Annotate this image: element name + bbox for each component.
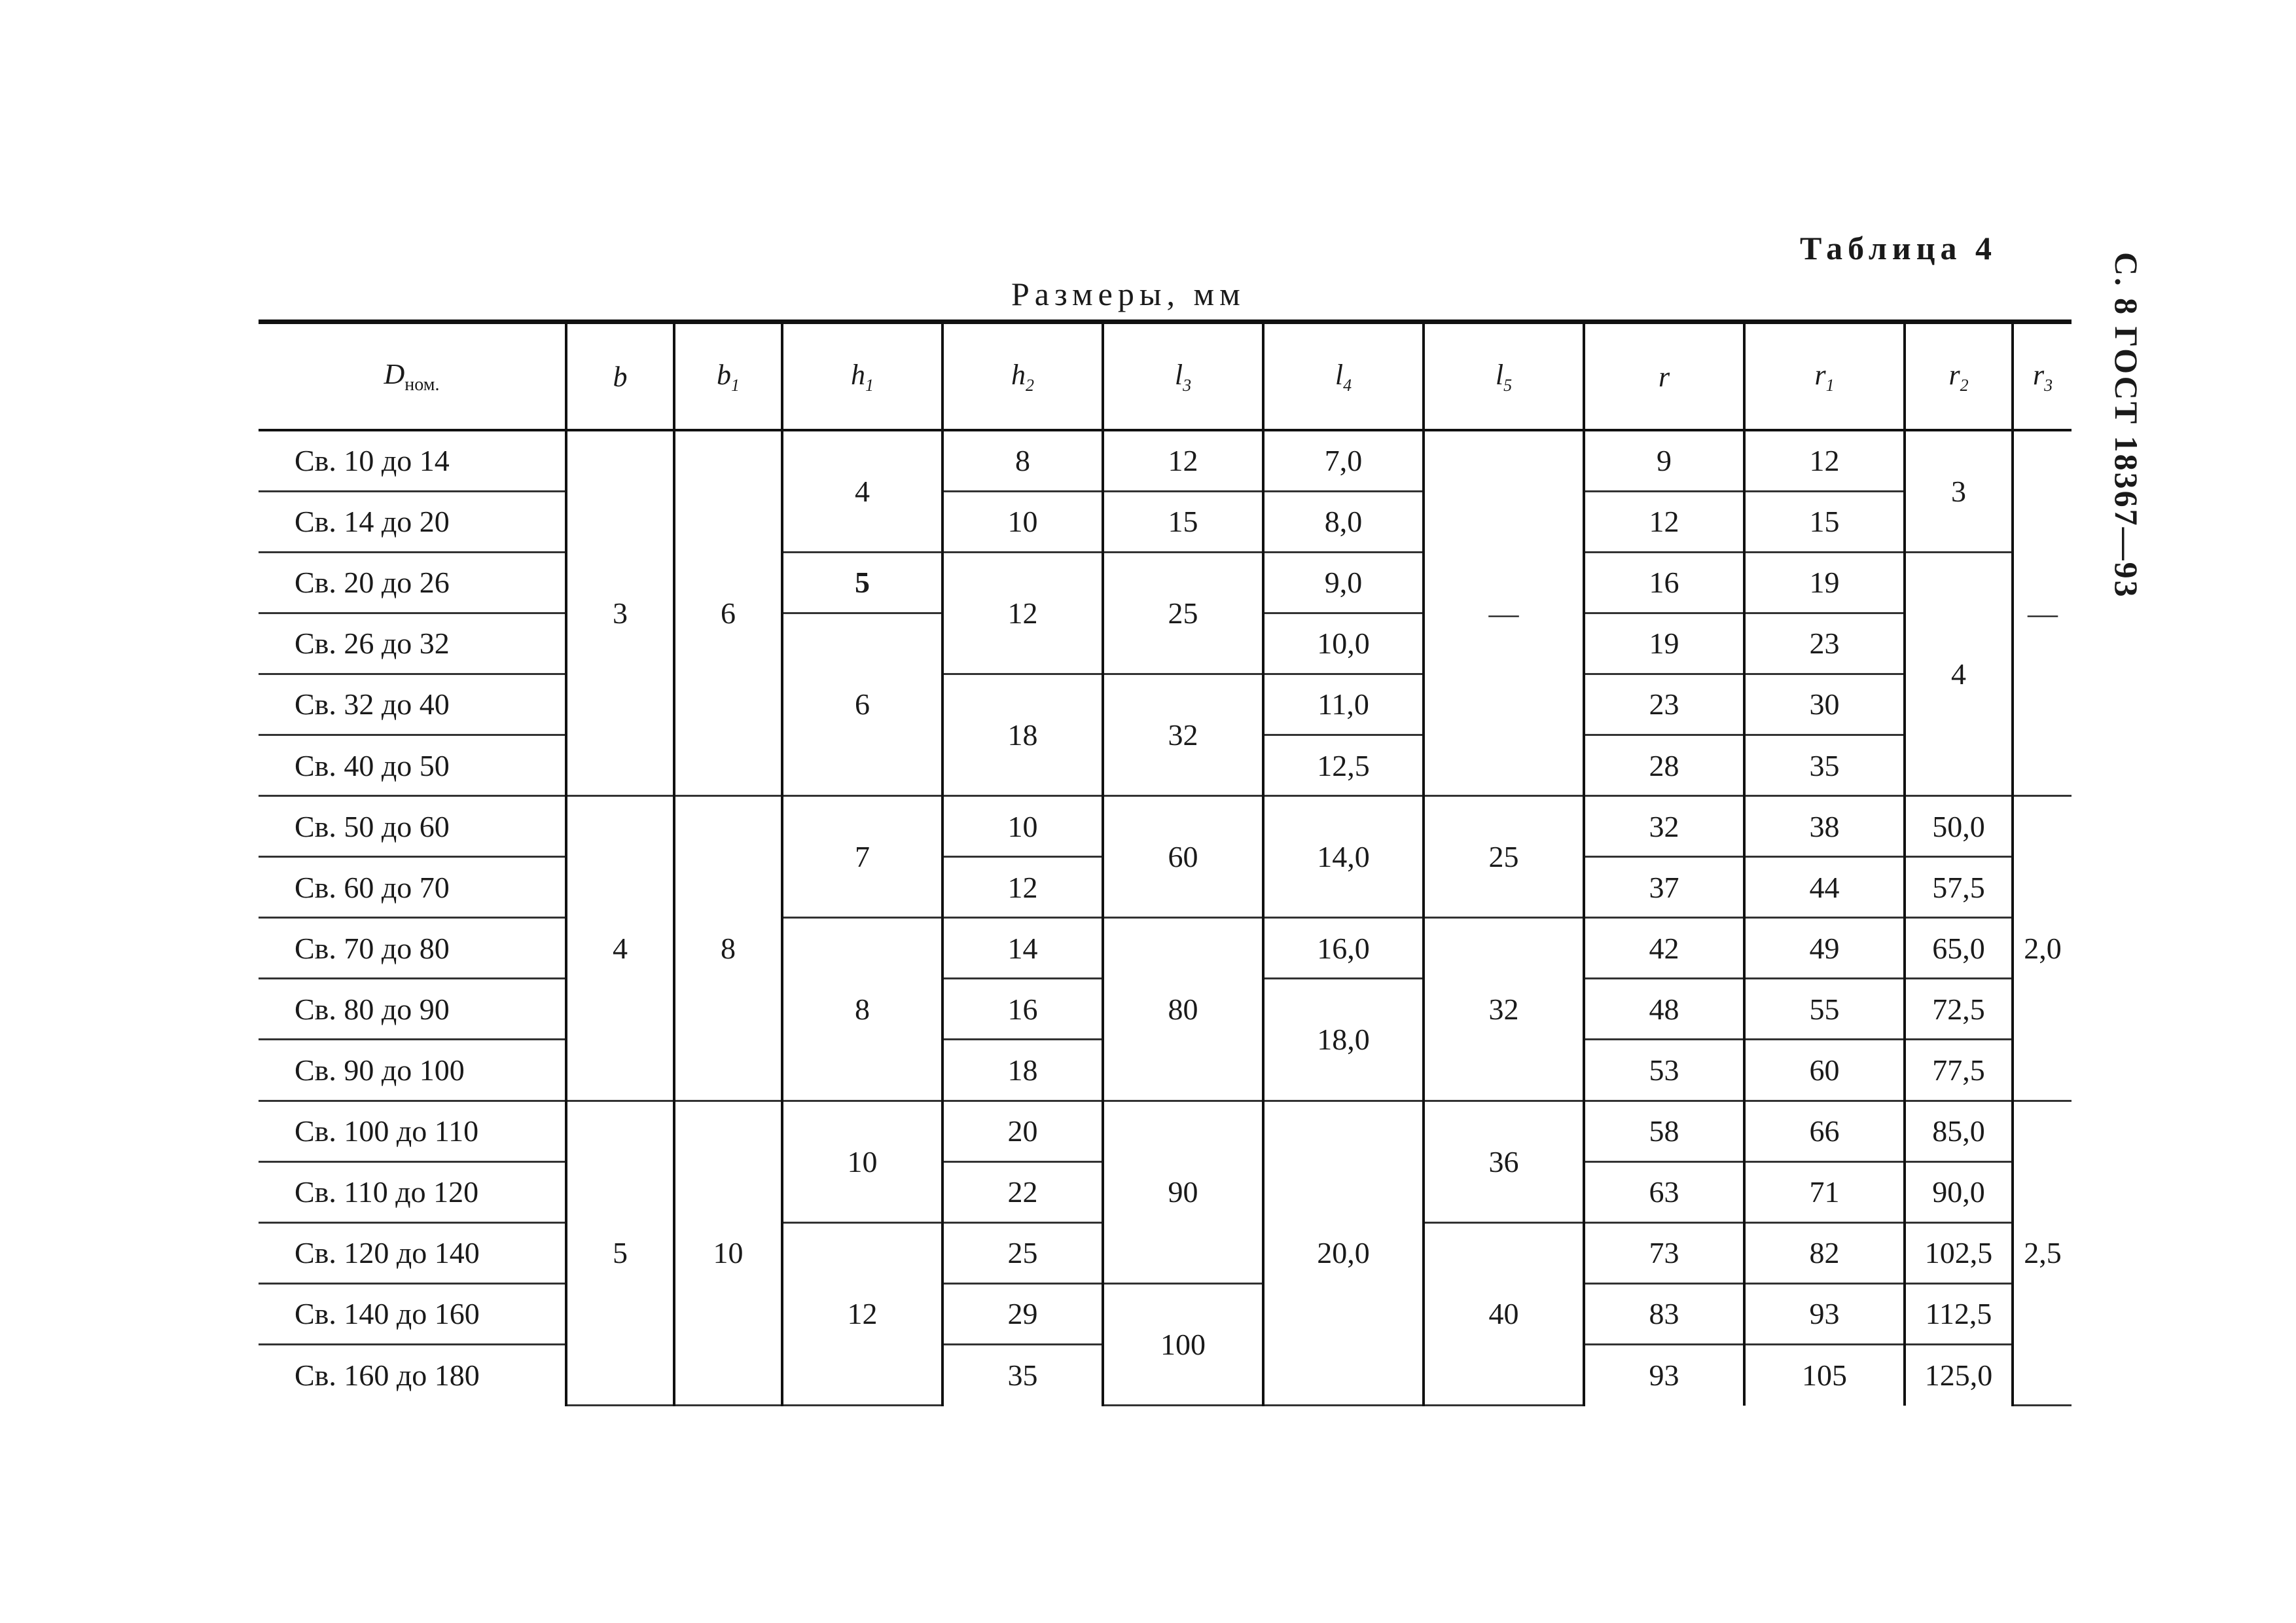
cell-h1: 6 [782,613,942,795]
cell-h2: 16 [942,979,1103,1040]
cell-l4: 12,5 [1263,735,1424,795]
cell-l3: 90 [1103,1101,1263,1283]
cell-dnom: Св. 80 до 90 [259,979,566,1040]
cell-h2: 35 [942,1344,1103,1405]
cell-h2: 12 [942,552,1103,674]
cell-l4: 10,0 [1263,613,1424,674]
cell-l3: 100 [1103,1283,1263,1405]
cell-h2: 18 [942,1040,1103,1101]
cell-r1: 19 [1744,552,1905,613]
cell-dnom: Св. 70 до 80 [259,918,566,979]
cell-r1: 105 [1744,1344,1905,1405]
col-header-r2: $r_2$ [1905,322,2013,431]
cell-r2: 4 [1905,552,2013,795]
cell-r: 58 [1584,1101,1744,1161]
cell-r2: 125,0 [1905,1344,2013,1405]
cell-r1: 82 [1744,1222,1905,1283]
cell-b: 3 [566,430,674,796]
cell-h1: 10 [782,1101,942,1222]
cell-l4: 14,0 [1263,796,1424,918]
cell-r1: 23 [1744,613,1905,674]
cell-dnom: Св. 110 до 120 [259,1161,566,1222]
dimensions-table [259,319,2072,1406]
cell-r1: 15 [1744,491,1905,552]
cell-l4: 18,0 [1263,979,1424,1101]
table-row [259,918,2072,979]
cell-dnom: Св. 120 до 140 [259,1222,566,1283]
cell-h2: 18 [942,674,1103,795]
cell-l4: 7,0 [1263,430,1424,491]
cell-l3: 60 [1103,796,1263,918]
cell-r: 23 [1584,674,1744,735]
col-header-r3: $r_3$ [2013,322,2072,431]
cell-r: 48 [1584,979,1744,1040]
cell-r1: 12 [1744,430,1905,491]
cell-h2: 22 [942,1161,1103,1222]
cell-r2: 65,0 [1905,918,2013,979]
cell-dnom: Св. 90 до 100 [259,1040,566,1101]
cell-h2: 10 [942,796,1103,857]
cell-r2: 85,0 [1905,1101,2013,1161]
cell-r: 83 [1584,1283,1744,1344]
col-header-h1: $h_1$ [782,322,942,431]
cell-h1: 12 [782,1222,942,1405]
cell-dnom: Св. 160 до 180 [295,1359,480,1393]
cell-b: 5 [566,1101,674,1405]
col-header-r1: $r_1$ [1744,322,1905,431]
col-header-h2: $h_2$ [942,322,1103,431]
cell-l4: 16,0 [1263,918,1424,979]
cell-r2: 57,5 [1905,857,2013,918]
cell-l4: 11,0 [1263,674,1424,735]
cell-l5: — [1424,430,1584,796]
cell-r: 73 [1584,1222,1744,1283]
cell-r1: 71 [1744,1161,1905,1222]
cell-dnom: Св. 26 до 32 [259,613,566,674]
cell-dnom: Св. 140 до 160 [259,1283,566,1344]
cell-r2: 112,5 [1905,1283,2013,1344]
cell-r1: 66 [1744,1101,1905,1161]
cell-h2: 20 [942,1101,1103,1161]
cell-h2: 29 [942,1283,1103,1344]
cell-r: 42 [1584,918,1744,979]
cell-h1: 5 [782,552,942,613]
cell-r2: 72,5 [1905,979,2013,1040]
cell-r: 53 [1584,1040,1744,1101]
cell-l5: 25 [1424,796,1584,918]
cell-l5: 32 [1424,918,1584,1101]
cell-r1: 55 [1744,979,1905,1040]
cell-r: 19 [1584,613,1744,674]
cell-b1: 8 [674,796,782,1101]
cell-dnom: Св. 14 до 20 [259,491,566,552]
standard-page-label: С. 8 ГОСТ 18367—93 [2108,252,2145,599]
cell-r1: 60 [1744,1040,1905,1101]
cell-h2: 8 [942,430,1103,491]
cell-r2: 50,0 [1905,796,2013,857]
table-row [259,1101,2072,1161]
cell-dnom: Св. 40 до 50 [259,735,566,795]
cell-l3: 32 [1103,674,1263,795]
table-row [259,1283,2072,1344]
cell-r2: 77,5 [1905,1040,2013,1101]
col-header-b1: $b_1$ [674,322,782,431]
cell-l5: 40 [1424,1222,1584,1405]
col-header-r: r [1584,322,1744,431]
cell-r2: 3 [1905,430,2013,552]
cell-h2: 25 [942,1222,1103,1283]
cell-h2: 12 [942,857,1103,918]
cell-dnom: Св. 100 до 110 [259,1101,566,1161]
cell-r3: — [2013,430,2072,796]
cell-r1: 30 [1744,674,1905,735]
cell-r: 9 [1584,430,1744,491]
cell-h1: 7 [782,796,942,918]
cell-r2: 102,5 [1905,1222,2013,1283]
cell-r3: 2,0 [2013,796,2072,1101]
cell-r: 63 [1584,1161,1744,1222]
cell-l4: 9,0 [1263,552,1424,613]
cell-b1: 6 [674,430,782,796]
cell-r: 16 [1584,552,1744,613]
cell-h1: 8 [782,918,942,1101]
table-row [259,796,2072,857]
cell-h2: 14 [942,918,1103,979]
cell-dnom: Св. 10 до 14 [259,430,566,491]
cell-b1: 10 [674,1101,782,1405]
cell-r: 37 [1584,857,1744,918]
cell-dnom: Св. 60 до 70 [259,857,566,918]
table-title: Таблица 4 [1800,230,1998,266]
cell-r1: 35 [1744,735,1905,795]
cell-l3: 25 [1103,552,1263,674]
cell-l4: 8,0 [1263,491,1424,552]
cell-dnom: Св. 20 до 26 [259,552,566,613]
cell-l5: 36 [1424,1101,1584,1222]
cell-l4: 20,0 [1263,1101,1424,1405]
cell-r1: 49 [1744,918,1905,979]
cell-h1: 4 [782,430,942,552]
cell-dnom: Св. 50 до 60 [259,796,566,857]
table-row [259,430,2072,491]
cell-b: 4 [566,796,674,1101]
cell-r1: 38 [1744,796,1905,857]
cell-h2: 10 [942,491,1103,552]
col-header-b: b [566,322,674,431]
cell-r: 93 [1584,1344,1744,1405]
col-header-l3: $l_3$ [1103,322,1263,431]
cell-l3: 15 [1103,491,1263,552]
cell-r1: 93 [1744,1283,1905,1344]
cell-r1: 44 [1744,857,1905,918]
cell-r2: 90,0 [1905,1161,2013,1222]
col-header-l4: $l_4$ [1263,322,1424,431]
cell-r3: 2,5 [2013,1101,2072,1405]
cell-r: 28 [1584,735,1744,795]
cell-dnom: Св. 32 до 40 [259,674,566,735]
col-header-dnom: $D_{ном.}$ [259,322,566,431]
table-row [259,552,2072,613]
table-header-row [259,322,2072,431]
cell-r: 12 [1584,491,1744,552]
table-row [259,674,2072,735]
cell-r: 32 [1584,796,1744,857]
cell-l3: 80 [1103,918,1263,1101]
table-row [259,491,2072,552]
units-caption: Размеры, мм [1011,276,1246,312]
cell-l3: 12 [1103,430,1263,491]
col-header-l5: $l_5$ [1424,322,1584,431]
